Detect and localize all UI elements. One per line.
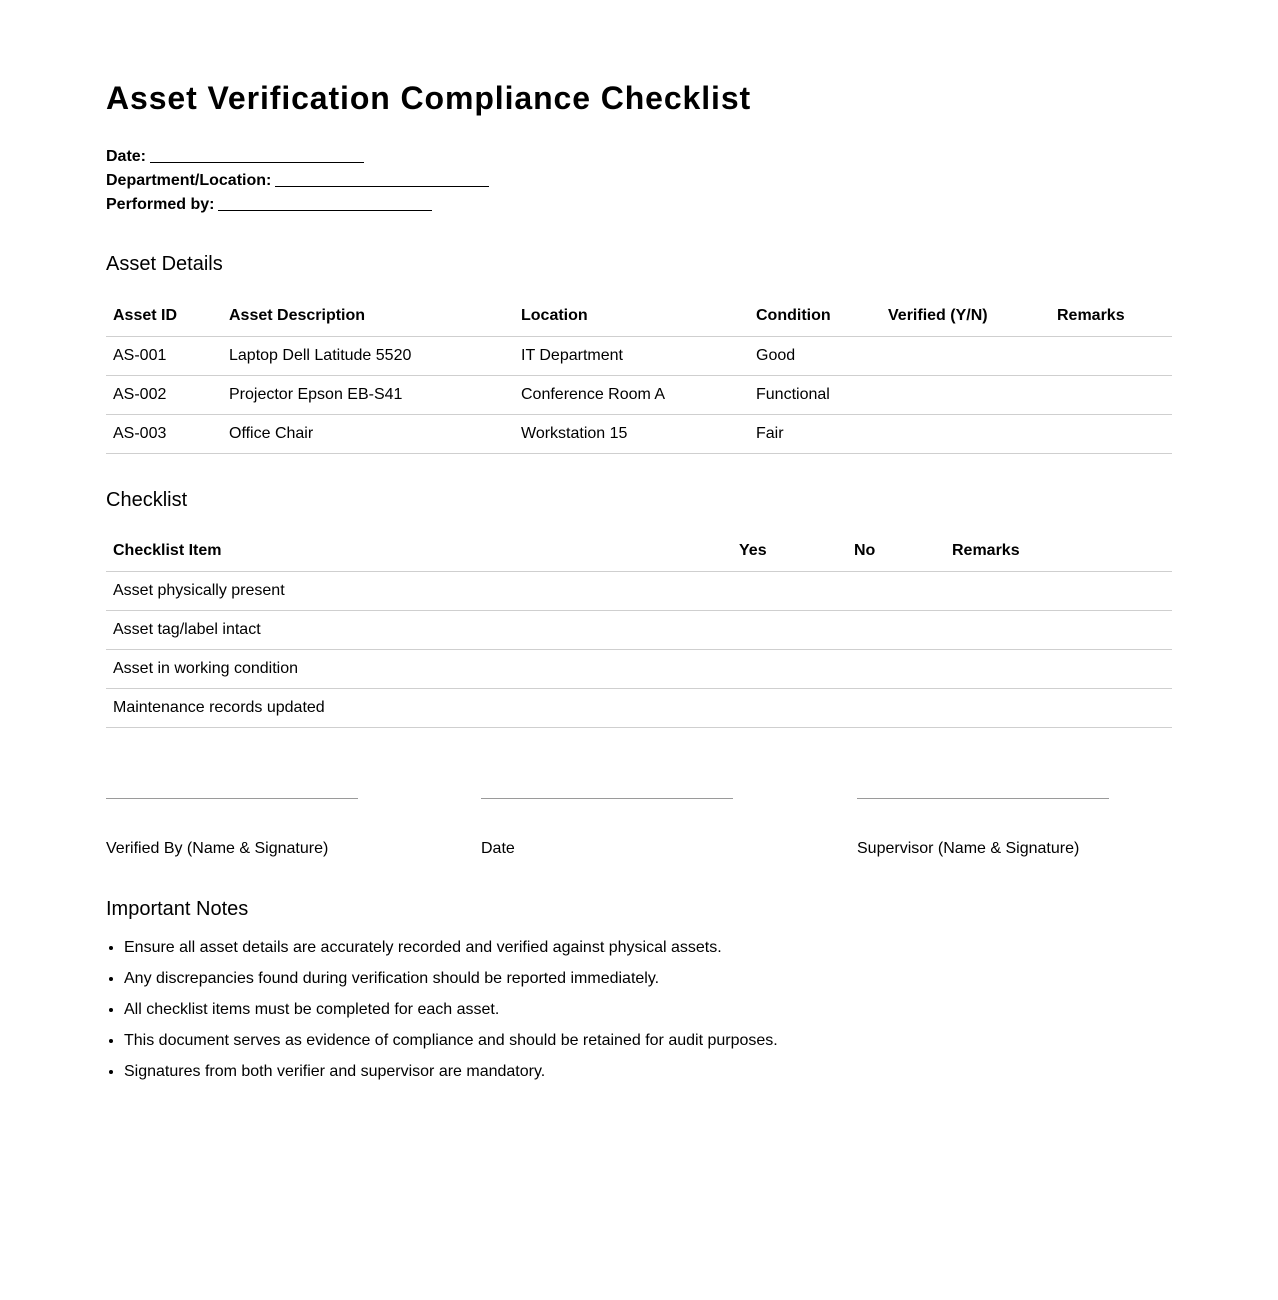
asset-col-id: Asset ID bbox=[106, 296, 222, 337]
checklist-no-cell[interactable] bbox=[847, 572, 945, 611]
checklist-remarks-cell[interactable] bbox=[945, 572, 1172, 611]
meta-date-line bbox=[106, 145, 489, 169]
table-row bbox=[106, 650, 1172, 689]
signature-line[interactable] bbox=[857, 798, 1109, 799]
asset-details-heading: Asset Details bbox=[106, 253, 223, 275]
table-row bbox=[106, 611, 1172, 650]
signature-label: Verified By (Name & Signature) bbox=[106, 840, 329, 857]
checklist-col-item: Checklist Item bbox=[106, 531, 732, 572]
checklist-no-cell[interactable] bbox=[847, 650, 945, 689]
asset-verified-cell[interactable] bbox=[881, 415, 1050, 454]
checklist-remarks-cell[interactable] bbox=[945, 611, 1172, 650]
checklist-remarks-cell[interactable] bbox=[945, 689, 1172, 728]
asset-remarks-cell[interactable] bbox=[1050, 337, 1172, 376]
meta-department-label: Department/Location: bbox=[106, 172, 272, 189]
asset-condition-cell: Fair bbox=[749, 415, 881, 454]
checklist-col-no: No bbox=[847, 531, 945, 572]
asset-description-cell: Laptop Dell Latitude 5520 bbox=[222, 337, 514, 376]
asset-col-location: Location bbox=[514, 296, 749, 337]
signature-section bbox=[106, 798, 1172, 868]
notes-list bbox=[106, 937, 778, 1092]
asset-description-cell: Projector Epson EB-S41 bbox=[222, 376, 514, 415]
asset-location-cell: Conference Room A bbox=[514, 376, 749, 415]
signature-label: Supervisor (Name & Signature) bbox=[857, 840, 1080, 857]
asset-col-description: Asset Description bbox=[222, 296, 514, 337]
asset-col-condition: Condition bbox=[749, 296, 881, 337]
checklist-heading: Checklist bbox=[106, 489, 188, 511]
checklist-no-cell[interactable] bbox=[847, 689, 945, 728]
meta-performed-line bbox=[106, 193, 489, 217]
meta-date-blank[interactable] bbox=[150, 146, 364, 163]
asset-condition-cell: Good bbox=[749, 337, 881, 376]
asset-table-header-row bbox=[106, 296, 1172, 337]
meta-fields bbox=[106, 145, 489, 217]
meta-department-blank[interactable] bbox=[275, 170, 489, 187]
checklist-yes-cell[interactable] bbox=[732, 611, 847, 650]
checklist-no-cell[interactable] bbox=[847, 611, 945, 650]
asset-location-cell: Workstation 15 bbox=[514, 415, 749, 454]
meta-performed-label: Performed by: bbox=[106, 196, 215, 213]
asset-condition-cell: Functional bbox=[749, 376, 881, 415]
asset-id-cell: AS-003 bbox=[106, 415, 222, 454]
asset-location-cell: IT Department bbox=[514, 337, 749, 376]
checklist-remarks-cell[interactable] bbox=[945, 650, 1172, 689]
table-row bbox=[106, 376, 1172, 415]
checklist-table bbox=[106, 531, 1172, 728]
signature-label: Date bbox=[481, 840, 515, 857]
checklist-item-cell: Asset in working condition bbox=[106, 650, 732, 689]
signature-date bbox=[481, 798, 733, 858]
asset-col-verified: Verified (Y/N) bbox=[881, 296, 1050, 337]
list-item: • Signatures from both verifier and supervisor are mandatory. bbox=[124, 1061, 778, 1092]
asset-remarks-cell[interactable] bbox=[1050, 376, 1172, 415]
meta-performed-blank[interactable] bbox=[218, 194, 432, 211]
signature-line[interactable] bbox=[106, 798, 358, 799]
page-title: Asset Verification Compliance Checklist bbox=[106, 80, 752, 116]
checklist-item-cell: Maintenance records updated bbox=[106, 689, 732, 728]
checklist-yes-cell[interactable] bbox=[732, 650, 847, 689]
checklist-yes-cell[interactable] bbox=[732, 572, 847, 611]
list-item: • Any discrepancies found during verification should be reported immediately. bbox=[124, 968, 778, 999]
checklist-yes-cell[interactable] bbox=[732, 689, 847, 728]
table-row bbox=[106, 337, 1172, 376]
checklist-col-remarks: Remarks bbox=[945, 531, 1172, 572]
list-item: • Ensure all asset details are accurately recorded and verified against physical assets. bbox=[124, 937, 778, 968]
meta-department-line bbox=[106, 169, 489, 193]
asset-id-cell: AS-002 bbox=[106, 376, 222, 415]
list-item: • This document serves as evidence of compliance and should be retained for audit purposes. bbox=[124, 1030, 778, 1061]
asset-verified-cell[interactable] bbox=[881, 337, 1050, 376]
asset-verified-cell[interactable] bbox=[881, 376, 1050, 415]
asset-col-remarks: Remarks bbox=[1050, 296, 1172, 337]
list-item: • All checklist items must be completed for each asset. bbox=[124, 999, 778, 1030]
checklist-item-cell: Asset physically present bbox=[106, 572, 732, 611]
asset-remarks-cell[interactable] bbox=[1050, 415, 1172, 454]
asset-details-table bbox=[106, 296, 1172, 454]
signature-verified-by bbox=[106, 798, 358, 858]
checklist-header-row bbox=[106, 531, 1172, 572]
asset-id-cell: AS-001 bbox=[106, 337, 222, 376]
asset-description-cell: Office Chair bbox=[222, 415, 514, 454]
signature-line[interactable] bbox=[481, 798, 733, 799]
table-row bbox=[106, 689, 1172, 728]
meta-date-label: Date: bbox=[106, 148, 147, 165]
table-row bbox=[106, 415, 1172, 454]
notes-heading: Important Notes bbox=[106, 898, 249, 920]
checklist-col-yes: Yes bbox=[732, 531, 847, 572]
checklist-item-cell: Asset tag/label intact bbox=[106, 611, 732, 650]
signature-supervisor bbox=[857, 798, 1109, 858]
table-row bbox=[106, 572, 1172, 611]
